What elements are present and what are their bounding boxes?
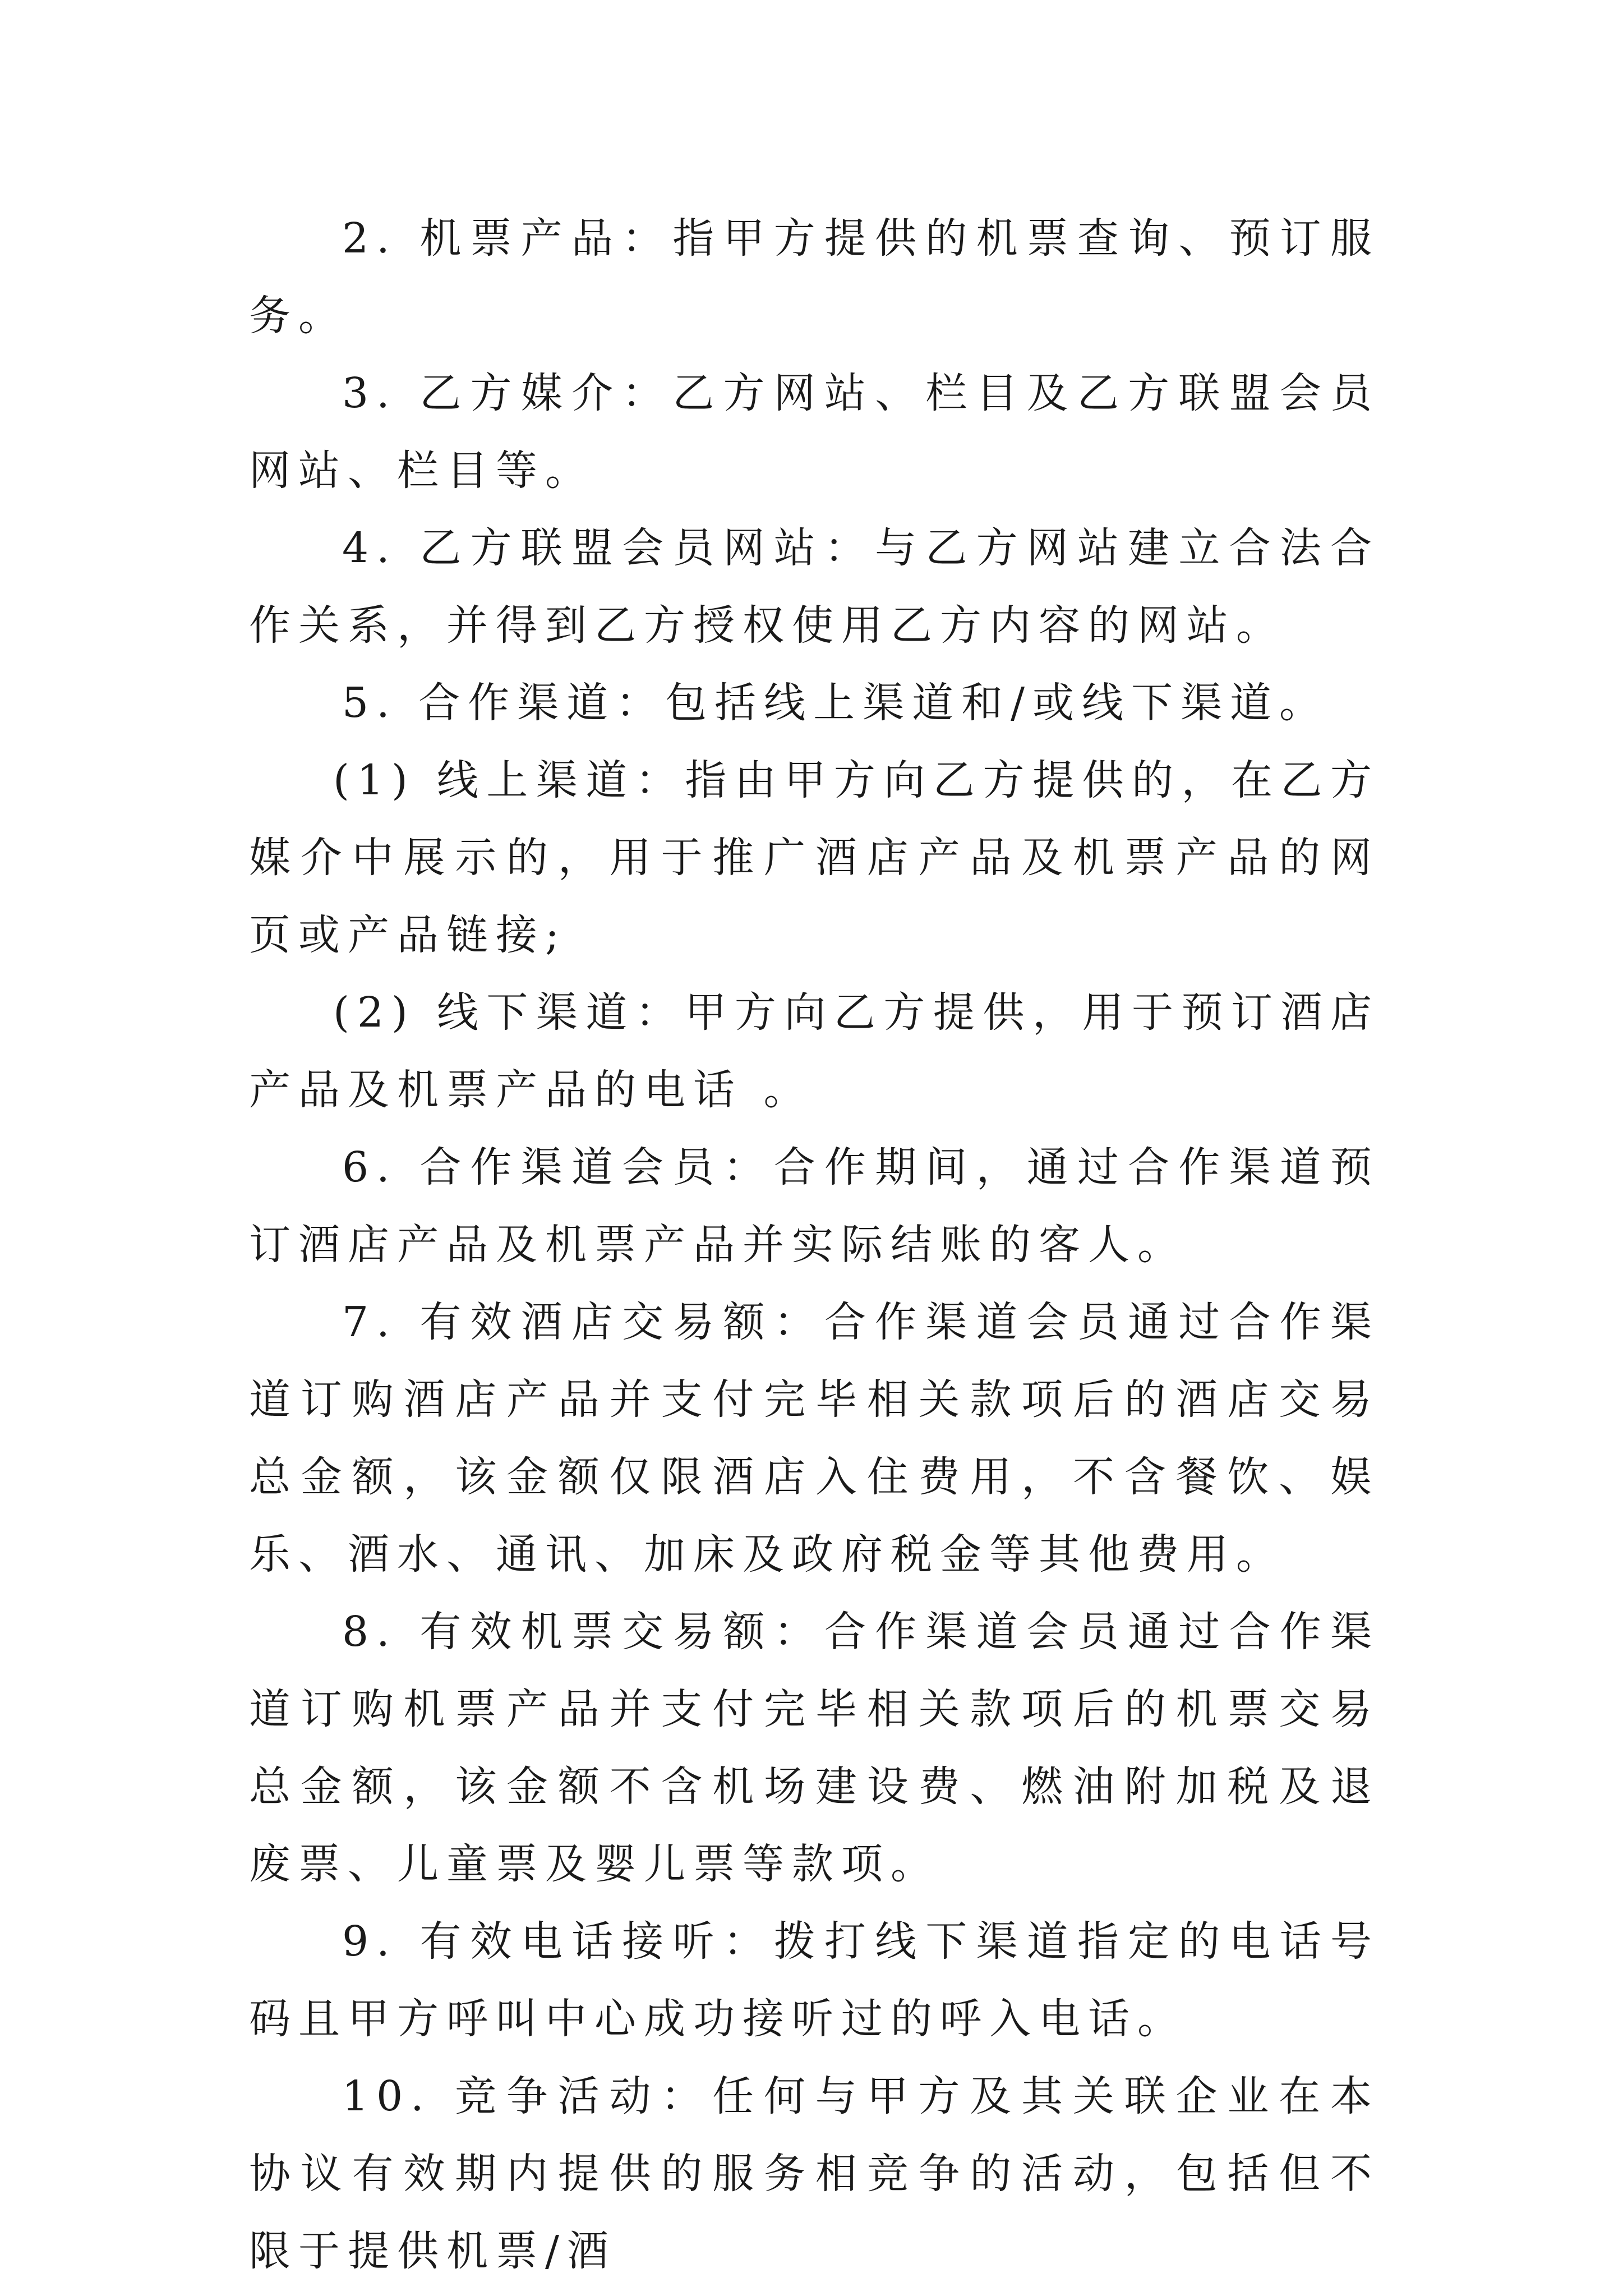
definition-item-5: 5. 合作渠道：包括线上渠道和/或线下渠道。 — [342, 679, 1329, 727]
definition-item-10: 10. 竞争活动：任何与甲方及其关联企业在本协议有效期内提供的服务相竞争的活动，包括但不限于提供机票/酒 — [249, 2072, 1380, 2275]
definition-item-9: 9. 有效电话接听：拨打线下渠道指定的电话号码且甲方呼叫中心成功接听过的呼入电话。 — [249, 1917, 1380, 2043]
definition-sub-item-2: (2) 线下渠道：甲方向乙方提供，用于预订酒店产品及机票产品的电话 。 — [249, 988, 1380, 1114]
definition-item-8: 8. 有效机票交易额：合作渠道会员通过合作渠道订购机票产品并支付完毕相关款项后的机票交易总金额，该金额不含机场建设费、燃油附加税及退废票、儿童票及婴儿票等款项。 — [249, 1608, 1380, 1888]
definition-item-4: 4. 乙方联盟会员网站：与乙方网站建立合法合作关系，并得到乙方授权使用乙方内容的网站。 — [249, 524, 1380, 650]
document-body — [249, 200, 1380, 2290]
definition-item-3: 3. 乙方媒介：乙方网站、栏目及乙方联盟会员网站、栏目等。 — [249, 369, 1380, 495]
definition-item-7: 7. 有效酒店交易额：合作渠道会员通过合作渠道订购酒店产品并支付完毕相关款项后的酒店交易总金额，该金额仅限酒店入住费用，不含餐饮、娱乐、酒水、通讯、加床及政府税金等其他费用。 — [249, 1298, 1380, 1579]
definition-item-2: 2. 机票产品：指甲方提供的机票查询、预订服务。 — [249, 214, 1380, 340]
definition-item-6: 6. 合作渠道会员：合作期间，通过合作渠道预订酒店产品及机票产品并实际结账的客人。 — [249, 1143, 1380, 1269]
definition-sub-item-1: (1) 线上渠道：指由甲方向乙方提供的，在乙方媒介中展示的，用于推广酒店产品及机票产品的网页或产品链接; — [249, 756, 1380, 959]
